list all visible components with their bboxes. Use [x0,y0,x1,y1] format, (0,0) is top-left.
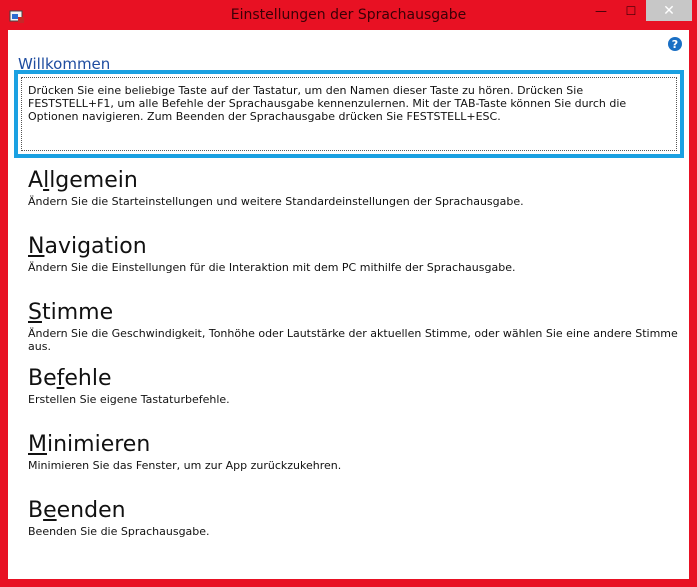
title-text: timme [41,300,114,325]
section-desc-navigation: Ändern Sie die Einstellungen für die Interaktion mit dem PC mithilfe der Sprachausgabe. [28,261,516,274]
section-desc-allgemein: Ändern Sie die Starteinstellungen und weitere Standardeinstellungen der Sprachausgabe. [28,195,524,208]
section-desc-befehle: Erstellen Sie eigene Tastaturbefehle. [28,393,230,406]
section-desc-stimme: Ändern Sie die Geschwindigkeit, Tonhöhe oder Lautstärke der aktuellen Stimme, oder wählen Sie eine andere Stimme aus. [28,327,678,353]
close-button[interactable]: ✕ [646,0,692,21]
section-desc-minimieren: Minimieren Sie das Fenster, um zur App zurückzukehren. [28,459,342,472]
access-key: f [56,366,65,391]
help-icon[interactable]: ? [668,37,682,51]
section-title-stimme[interactable] [28,300,689,326]
maximize-button[interactable]: ☐ [625,3,637,18]
access-key: l [43,168,50,193]
title-text: avigation [44,234,147,259]
welcome-heading: Willkommen [18,55,111,73]
section-title-minimieren[interactable] [28,432,341,458]
section-allgemein[interactable] [28,168,524,208]
title-bar [0,0,697,30]
title-text: inimieren [46,432,151,457]
welcome-text: Drücken Sie eine beliebige Taste auf der Tastatur, um den Namen dieser Taste zu hören. Drücken Sie FESTSTELL+F1, um alle Befehle der Sprachausgabe kennenzulernen. Mit der TAB-Taste können Sie durch die Optionen navigieren. Zum Beenden der Sprachausgabe drücken Sie FESTSTELL+ESC. [21,77,677,151]
section-stimme[interactable] [28,300,689,353]
section-minimieren[interactable] [28,432,341,472]
section-beenden[interactable] [28,498,210,538]
title-text: B [28,498,44,523]
title-text: A [28,168,44,193]
section-desc-beenden: Beenden Sie die Sprachausgabe. [28,525,210,538]
settings-panel [8,30,689,579]
section-title-allgemein[interactable] [28,168,524,194]
section-navigation[interactable] [28,234,515,274]
section-title-navigation[interactable] [28,234,515,260]
title-text: lgemein [49,168,138,193]
section-title-befehle[interactable] [28,366,230,392]
access-key: M [28,432,47,457]
title-text: ehle [64,366,112,391]
access-key: S [28,300,42,325]
section-title-beenden[interactable] [28,498,210,524]
access-key: e [43,498,57,523]
title-text: enden [56,498,126,523]
minimize-button[interactable]: — [595,3,607,18]
window-title: Einstellungen der Sprachausgabe [230,7,467,23]
section-befehle[interactable] [28,366,230,406]
access-key: N [28,234,45,259]
title-text: Be [28,366,57,391]
welcome-textbox[interactable] [14,70,684,158]
